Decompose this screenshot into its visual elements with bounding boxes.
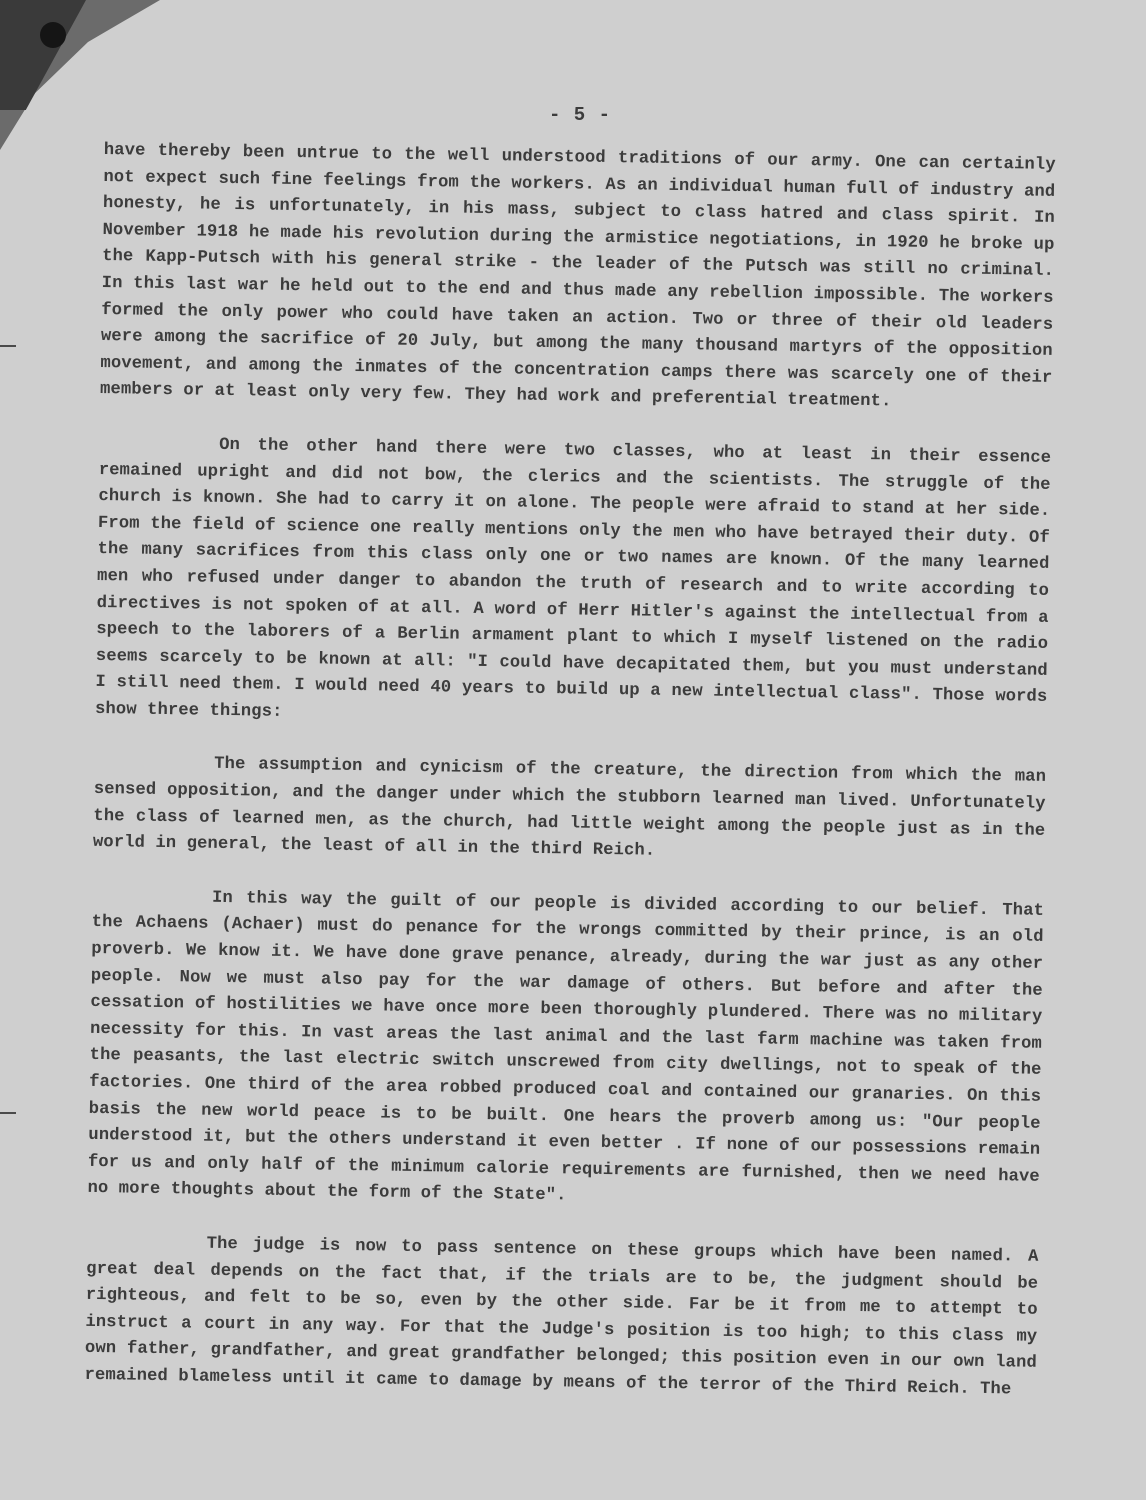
document-body [84, 138, 1056, 1431]
margin-mark [0, 1112, 16, 1114]
paragraph-2: On the other hand there were two classes, who at least in their essence remained upright and did not bow, the clerics and the scientists. The struggle of the church is known. She had to carry it on alone. The people were afraid to stand at her side. From the field of science one really mentions only the men who have betrayed their duty. Of the many sacrifices from this class only one or two names are known. Of the many learned men who refused under danger to abandon the truth of research and to write according to directives is not spoken of at all. A word of Herr Hitler's against the intellectual from a speech to the laborers of a Berlin armament plant to which I myself listened on the radio seems scarcely to be known at all: "I could have decapitated them, but you must understand I still need them. I would need 40 years to build up a new intellectual class". Those words show three things: [94, 435, 1052, 722]
paragraph-1: have thereby been untrue to the well understood traditions of our army. One can certainly not expect such fine feelings from the workers. As an individual human full of industry and honesty, he is unfortunately, in his mass, subject to class hatred and class spirit. In November 1918 he made his revolution during the armistice negotiations, in 1920 he broke up the Kapp-Putsch with his general strike - the leader of the Putsch was still no criminal. In this last war he held out to the end and thus made any rebellion impossible. The workers formed the only power who could have taken an action. Two or three of their old leaders were among the sacrifice of 20 July, but among the many thousand martyrs of the opposition movement, and among the inmates of the concentration camps there was scarcely one of their members or at least only very few. They had work and preferential treatment. [99, 140, 1056, 412]
page-number: - 5 - [548, 104, 611, 126]
paragraph-3: The assumption and cynicism of the creature, the direction from which the man sensed opposition, and the danger under which the stubborn learned man lived. Unfortunately the class of learned men, as the church, had little weight among the people just as in the world in general, the least of all in the third Reich. [92, 755, 1047, 861]
paragraph-4: In this way the guilt of our people is divided according to our belief. That the Achaens (Achaer) must do penance for the wrongs committed by their prince, is an old proverb. We know it. We have done grave penance, already, during the war just as any other people. Now we must also pay for the war damage of others. But before and after the cessation of hostilities we have once more been thoroughly plundered. There was no military necessity for this. In vast areas the last animal and the last farm machine was taken from the peasants, the last electric switch unscrewed from city dwellings, not to speak of the factories. One third of the area robbed produced coal and contained our granaries. On this basis the new world peace is to be built. One hears the proverb among us: "Our people understood it, but the others understand it even better . If none of our possessions remain for us and only half of the minimum calorie requirements are furnished, then we need have no more thoughts about the form of the State". [87, 888, 1045, 1206]
punch-hole [40, 22, 66, 48]
paragraph-5: The judge is now to pass sentence on these groups which have been named. A great deal depends on the fact that, if the trials are to be, the judgment should be righteous, and felt to be so, even by the other side. Far be it from me to attempt to instruct a court in any way. For that the Judge's position is too high; to this class my own father, grandfather, and great grandfather belonged; this position even in our own land remained blameless until it came to damage by means of the terror of the Third Reich. The [84, 1234, 1039, 1400]
margin-mark [0, 345, 16, 347]
